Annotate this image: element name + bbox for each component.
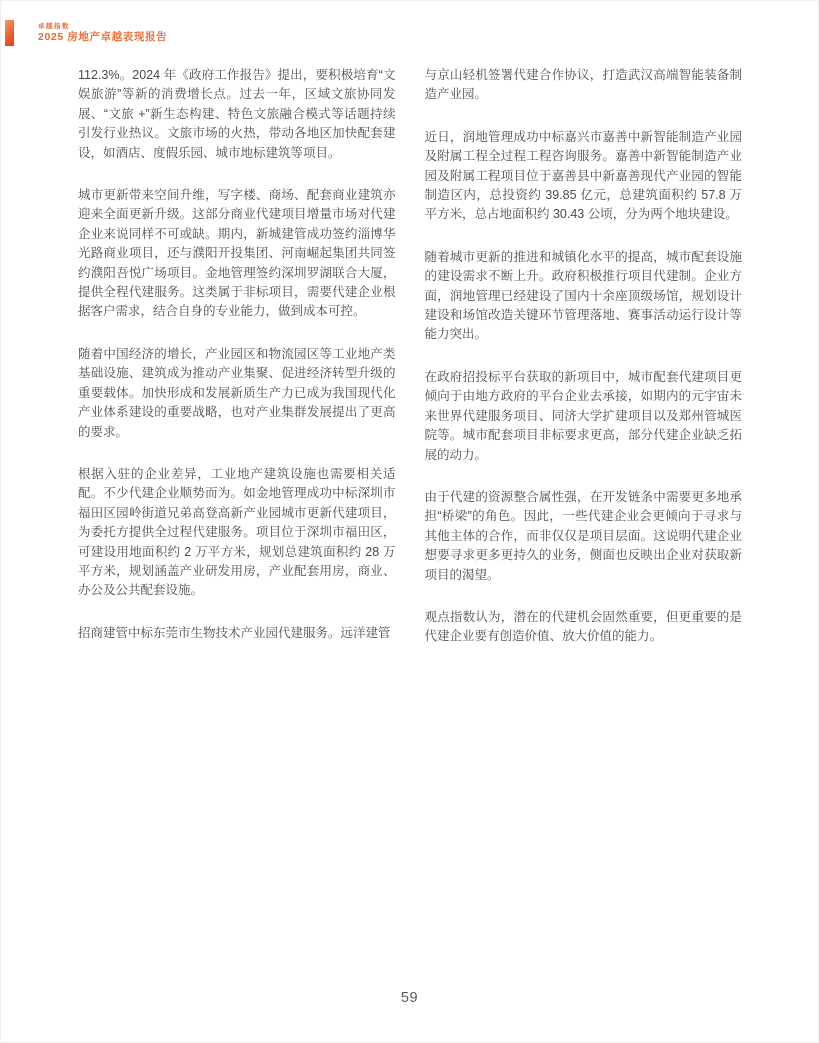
brand-text-block bbox=[38, 20, 167, 46]
paragraph: 城市更新带来空间升维，写字楼、商场、配套商业建筑亦迎来全面更新升级。这部分商业代建项目增量市场对代建企业来说同样不可或缺。期内，新城建管成功签约淄博华光路商业项目，还与濮阳开投集团、河南崛起集团共同签约濮阳吾悦广场项目。金地管理签约深圳罗湖联合大厦，提供全程代建服务。这类属于非标项目，需要代建企业根据客户需求，结合自身的专业能力，做到成本可控。 bbox=[78, 188, 396, 319]
column-left bbox=[78, 66, 396, 647]
paragraph: 112.3%。2024 年《政府工作报告》提出，要积极培育“文娱旅游”等新的消费增长点。过去一年，区域文旅协同发展、“文旅 +”新生态构建、特色文旅融合模式等话题持续引发行业热议。文旅市场的火热，带动各地区加快配套建设，如酒店、度假乐园、城市地标建筑等项目。 bbox=[78, 68, 396, 160]
brand-tagline: 卓越指数 bbox=[38, 22, 70, 30]
paragraph: 由于代建的资源整合属性强，在开发链条中需要更多地承担“桥梁”的角色。因此，一些代建企业会更倾向于寻求与其他主体的合作，而非仅仅是项目层面。这说明代建企业想要寻求更多更持久的业务，侧面也反映出企业对获取新项目的渴望。 bbox=[424, 489, 742, 582]
page-number: 59 bbox=[400, 990, 419, 1006]
paragraph: 近日，润地管理成功中标嘉兴市嘉善中新智能制造产业园及附属工程全过程工程咨询服务。嘉善中新智能制造产业园及附属工程项目位于嘉善县中新嘉善现代产业园的智能制造区内，总投资约 39.85 亿元，总建筑面积约 57.8 万平方米，总占地面积约 30.43 公顷，分为两个地块建设。 bbox=[424, 129, 742, 222]
paragraph: 招商建管中标东莞市生物技术产业园代建服务。远洋建管 bbox=[78, 625, 391, 640]
paragraph: 随着中国经济的增长，产业园区和物流园区等工业地产类基础设施、建筑成为推动产业集聚、促进经济转型升级的重要载体。加快形成和发展新质生产力已成为我国现代化产业体系建设的重要战略，也对产业集群发展提出了更高的要求。 bbox=[78, 346, 396, 439]
brand-header bbox=[5, 20, 167, 46]
paragraph: 根据入驻的企业差异，工业地产建筑设施也需要相关适配。不少代建企业顺势而为。如金地管理成功中标深圳市福田区园岭街道兄弟高登高新产业园城市更新代建项目，为委托方提供全过程代建服务。项目位于深圳市福田区，可建设用地面积约 2 万平方米，规划总建筑面积约 28 万平方米，规划涵盖产业研发用房，产业配套用房，商业、办公及公共配套设施。 bbox=[78, 466, 396, 598]
paragraph: 观点指数认为，潜在的代建机会固然重要，但更重要的是代建企业要有创造价值、放大价值的能力。 bbox=[424, 609, 742, 644]
two-column-body bbox=[78, 66, 742, 647]
brand-accent-bar-icon bbox=[5, 20, 14, 46]
report-title: 2025 房地产卓越表现报告 bbox=[38, 30, 168, 43]
paragraph: 随着城市更新的推进和城镇化水平的提高，城市配套设施的建设需求不断上升。政府积极推行项目代建制。企业方面，润地管理已经建设了国内十余座顶级场馆，规划设计建设和场馆改造关键环节管理落地、赛事活动运行设计等能力突出。 bbox=[424, 249, 742, 342]
paragraph: 在政府招投标平台获取的新项目中，城市配套代建项目更倾向于由地方政府的平台企业去承接，如期内的元宇宙未来世界代建服务项目、同济大学扩建项目以及郑州管城医院等。城市配套项目非标要求更高，部分代建企业缺乏拓展的动力。 bbox=[424, 369, 742, 462]
page-footer bbox=[0, 989, 819, 1007]
column-right bbox=[425, 66, 743, 647]
paragraph: 与京山轻机签署代建合作协议，打造武汉高端智能装备制造产业园。 bbox=[424, 68, 742, 102]
